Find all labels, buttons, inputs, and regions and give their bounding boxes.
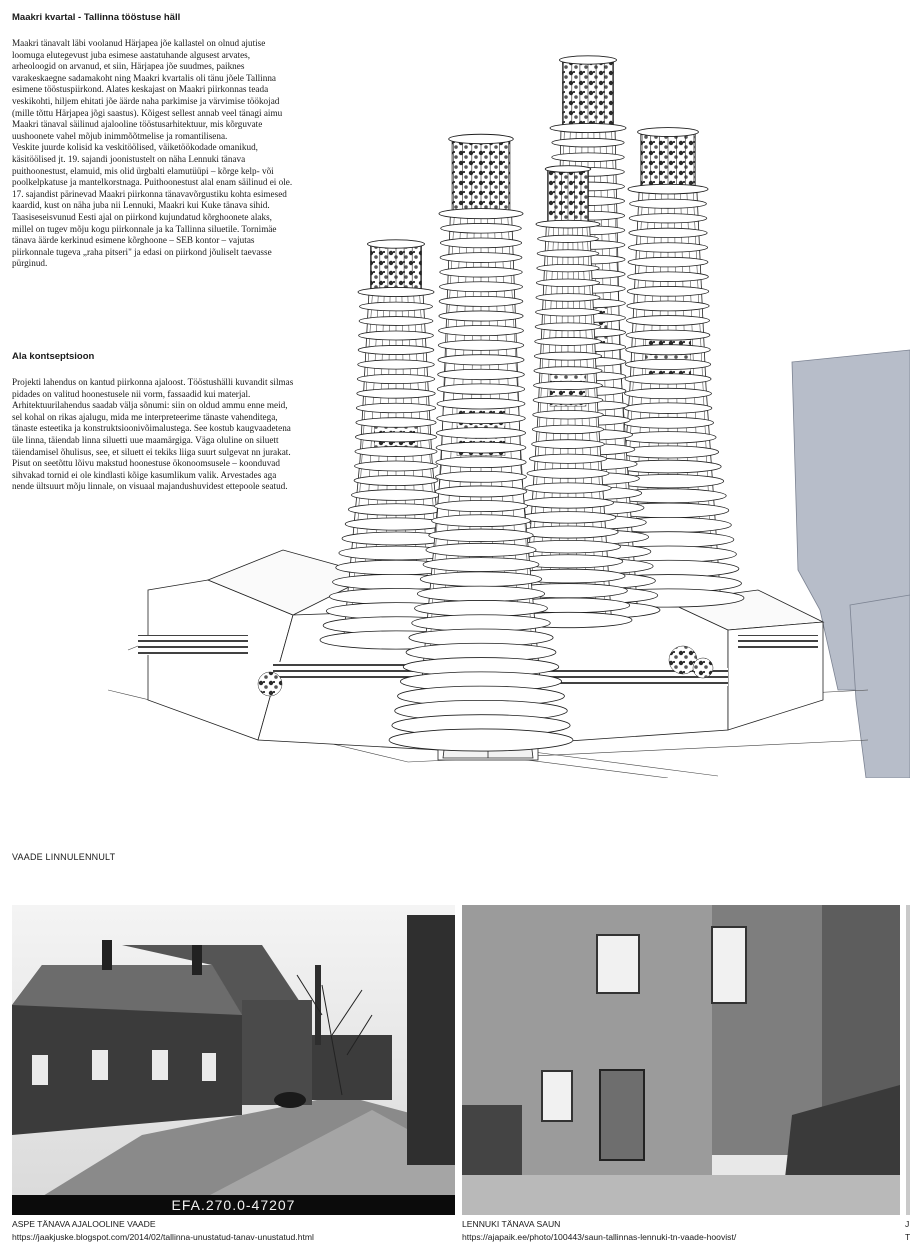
photo-caption: LENNUKI TÄNAVA SAUN xyxy=(462,1219,561,1229)
photo-caption: ASPE TÄNAVA AJALOOLINE VAADE xyxy=(12,1219,156,1229)
photo-source-link[interactable]: https://jaakjuske.blogspot.com/2014/02/tallinna-unustatud-tanav-unustatud.html xyxy=(12,1232,314,1242)
street-photo-illustration xyxy=(12,905,455,1215)
context-building xyxy=(792,350,910,778)
sauna-photo-illustration xyxy=(462,905,900,1215)
historical-photo-lennuki-sauna xyxy=(462,905,900,1215)
concept-heading: Ala kontseptsioon xyxy=(12,351,95,362)
photo-source-link: T xyxy=(905,1232,910,1242)
aerial-view-rendering xyxy=(108,50,910,778)
render-caption: VAADE LINNULENNULT xyxy=(12,852,116,862)
concept-text: Projekti lahendus on kantud piirkonna ajaloost. Tööstushälli kuvandit silmas pidades on valitud hoonestusele nii vorm, fassaadid kui materjal. Arhitektuurilahendus saadab välja sõnumi: siin on oldud ammu enne meid, sel kohal on rikas ajalugu, mida me interpreteerime tänaste vahenditega, tänaste esteetika ja konstruktsioonivõimalustega. See kostub kaugvaadetena üle linna, täiendab linna siluetti uue maamärgiga. Väga oluline on siluett täiendamisel õhulisus, see, et siluett ei tekiks liiga suurt sulgevat nn jurakat. Pisut on seetõttu lõivu makstud hoonestuse ökonoomsusele – koonduvad sihvakad tornid ei ole kindlasti kõige kasumlikum valik. Arvestades aga nende ültsuurt mõju linnale, on visuaal majandushuvidest ettepoole seatud. xyxy=(12,377,294,492)
intro-paragraph: Maakri tänavalt läbi voolanud Härjapea jõe kallastel on olnud ajutise loomuga elutegevust juba esimese aastatuhande algusest arvates, arheoloogid on arvanud, et siin, Härjapea jõe suudmes, paiknes varakeskaegne sadamakoht ning Maakri kvartalis oli tänu jõele Tallinna esimene tööstuspiirkond. Alates keskajast on Maakri piirkonnas teada veskikohti, hiljem ehitati jõe äärde naha parkimise ja värvimise töökojad (mille tõttu Härjapea jõgi saastus). Kõigest sellest annab veel tänagi aimu Maakri tänaval säilinud ajalooline tööstusarhitektuur, mis kõrguvate uushoonete vahel mõjub inimmõõtmelise ja romantilisena. xyxy=(12,38,283,141)
intro-paragraph: 17. sajandist pärinevad Maakri piirkonna tänavavõrgustiku kohta esimesed kaardid, kust on näha juba nii Lennuki, Maakri kui Kuke tänava sihid. xyxy=(12,188,287,211)
intro-paragraph: Veskite juurde kolisid ka veskitöölised, väiketöökodade omanikud, käsitöölised jt. 19. sajandi joonistustelt on näha Lennuki tänava puithoonestust, elamuid, mis olid ürgbalti elamutüüpi – kõrge kelp- või poolkelpkatuse ja mantelkorstnaga. Puithoonestust alal enam säilinud ei ole. xyxy=(12,142,293,188)
page-title: Maakri kvartal - Tallinna tööstuse häll xyxy=(12,12,181,23)
photo-caption: J xyxy=(905,1219,910,1229)
intro-paragraph: Taasiseseisvunud Eesti ajal on piirkond kujundatud kõrghoonete alaks, millel on tugev mõju kogu piirkonnale ja ka Tallinna siluetile. Tornimäe tänava äärde kerkinud esimene kõrghoone – SEB kontor – vajutas piirkonnale tugeva „raha pitseri" ja edasi on piirkond jõuliselt taevasse pürginud. xyxy=(12,211,277,269)
archive-id-badge: EFA.270.0-47207 xyxy=(12,1195,455,1215)
historical-photo-aspe-street xyxy=(12,905,455,1215)
photo-source-link[interactable]: https://ajapaik.ee/photo/100443/saun-tallinnas-lennuki-tn-vaade-hoovist/ xyxy=(462,1232,737,1242)
historical-photo-cropped xyxy=(906,905,910,1215)
